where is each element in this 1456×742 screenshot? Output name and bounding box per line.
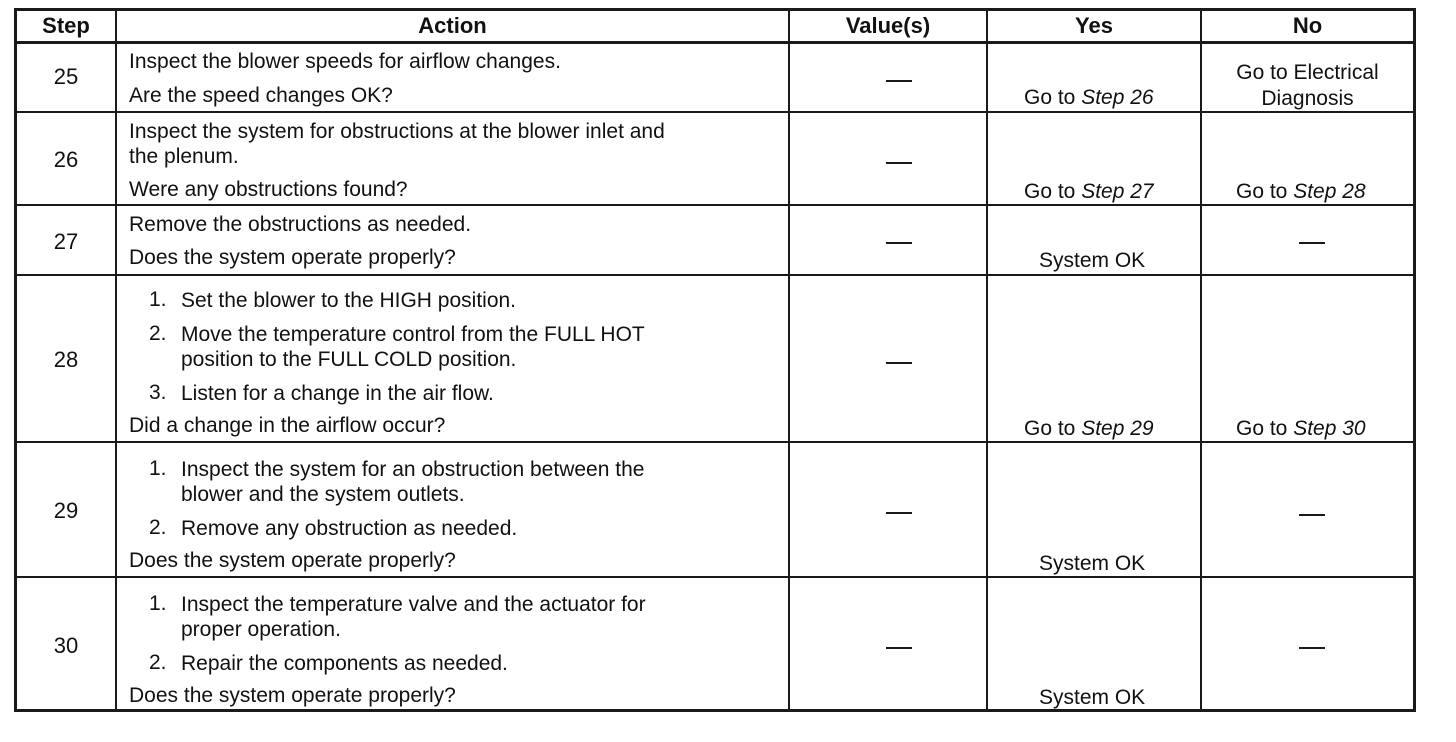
column-divider	[1200, 11, 1202, 709]
value-dash	[886, 80, 912, 82]
yes-result: Go to Step 27	[1024, 180, 1154, 203]
step-number: 30	[53, 633, 79, 658]
yes-result: System OK	[1039, 686, 1146, 709]
action-question: Does the system operate properly?	[129, 246, 456, 269]
step-number: 29	[53, 498, 79, 523]
action-question: Were any obstructions found?	[129, 178, 408, 201]
no-result: Go to Step 30	[1236, 417, 1366, 440]
yes-result: Go to Step 26	[1024, 86, 1154, 109]
action-question: Does the system operate properly?	[129, 549, 456, 572]
row-divider	[17, 441, 1413, 443]
diagnostic-table: Step Action Value(s) Yes No 25 Inspect the blower speeds for airflow changes. Are the speed changes OK? Go to Step 26 Go to Electrical Diagnosis 26 Inspect the system for obstructions at the blower inlet and the plenum. Were any obstructions found? Go to Step 27 Go to Step 28 27 Remove the obstructions as needed. Does the system operate properly? System OK 28 1. Set the blower to the HIGH position. 2. Move the temperature control from the FULL HOT position to the FULL COLD position. 3. Listen for a change in the air flow. Did a change in the airflow occur? Go to Step 29 Go to Step 30 29 1. Inspect the system for an obstruction between the blower and the system outlets. 2. Remove any obstruction as needed. Does the system operate properly? System OK 30 1. Inspect the temperature valve and the actuator for proper operation. 2. Repair the components as needed. Does the system operate properly? System OK	[14, 8, 1416, 712]
yes-result: Go to Step 29	[1024, 417, 1154, 440]
action-text: Remove the obstructions as needed.	[129, 213, 472, 236]
row-divider	[17, 576, 1413, 578]
action-text: Inspect the system for obstructions at the blower inlet and	[129, 120, 665, 143]
value-dash	[886, 512, 912, 514]
no-dash	[1299, 647, 1325, 649]
action-question: Does the system operate properly?	[129, 684, 456, 707]
column-divider	[986, 11, 988, 709]
step-number: 27	[53, 229, 79, 254]
value-dash	[886, 242, 912, 244]
no-dash	[1299, 242, 1325, 244]
action-question: Did a change in the airflow occur?	[129, 414, 446, 437]
header-no: No	[1292, 13, 1323, 38]
yes-result: System OK	[1039, 552, 1146, 575]
step-number: 26	[53, 147, 79, 172]
action-question: Are the speed changes OK?	[129, 84, 393, 107]
header-yes: Yes	[1075, 13, 1113, 38]
step-number: 28	[53, 347, 79, 372]
yes-result: System OK	[1039, 249, 1146, 272]
value-dash	[886, 647, 912, 649]
header-values: Value(s)	[845, 13, 931, 38]
header-action: Action	[418, 13, 487, 38]
row-divider	[17, 204, 1413, 206]
row-divider	[17, 274, 1413, 276]
row-divider	[17, 41, 1413, 44]
no-result: Go to Step 28	[1236, 180, 1366, 203]
value-dash	[886, 362, 912, 364]
action-text: Inspect the blower speeds for airflow changes.	[129, 50, 561, 73]
step-number: 25	[53, 64, 79, 89]
action-text: the plenum.	[129, 145, 239, 168]
value-dash	[886, 162, 912, 164]
no-result: Go to Electrical Diagnosis	[1236, 61, 1379, 110]
column-divider	[115, 11, 117, 709]
column-divider	[788, 11, 790, 709]
no-dash	[1299, 514, 1325, 516]
header-step: Step	[42, 13, 90, 38]
